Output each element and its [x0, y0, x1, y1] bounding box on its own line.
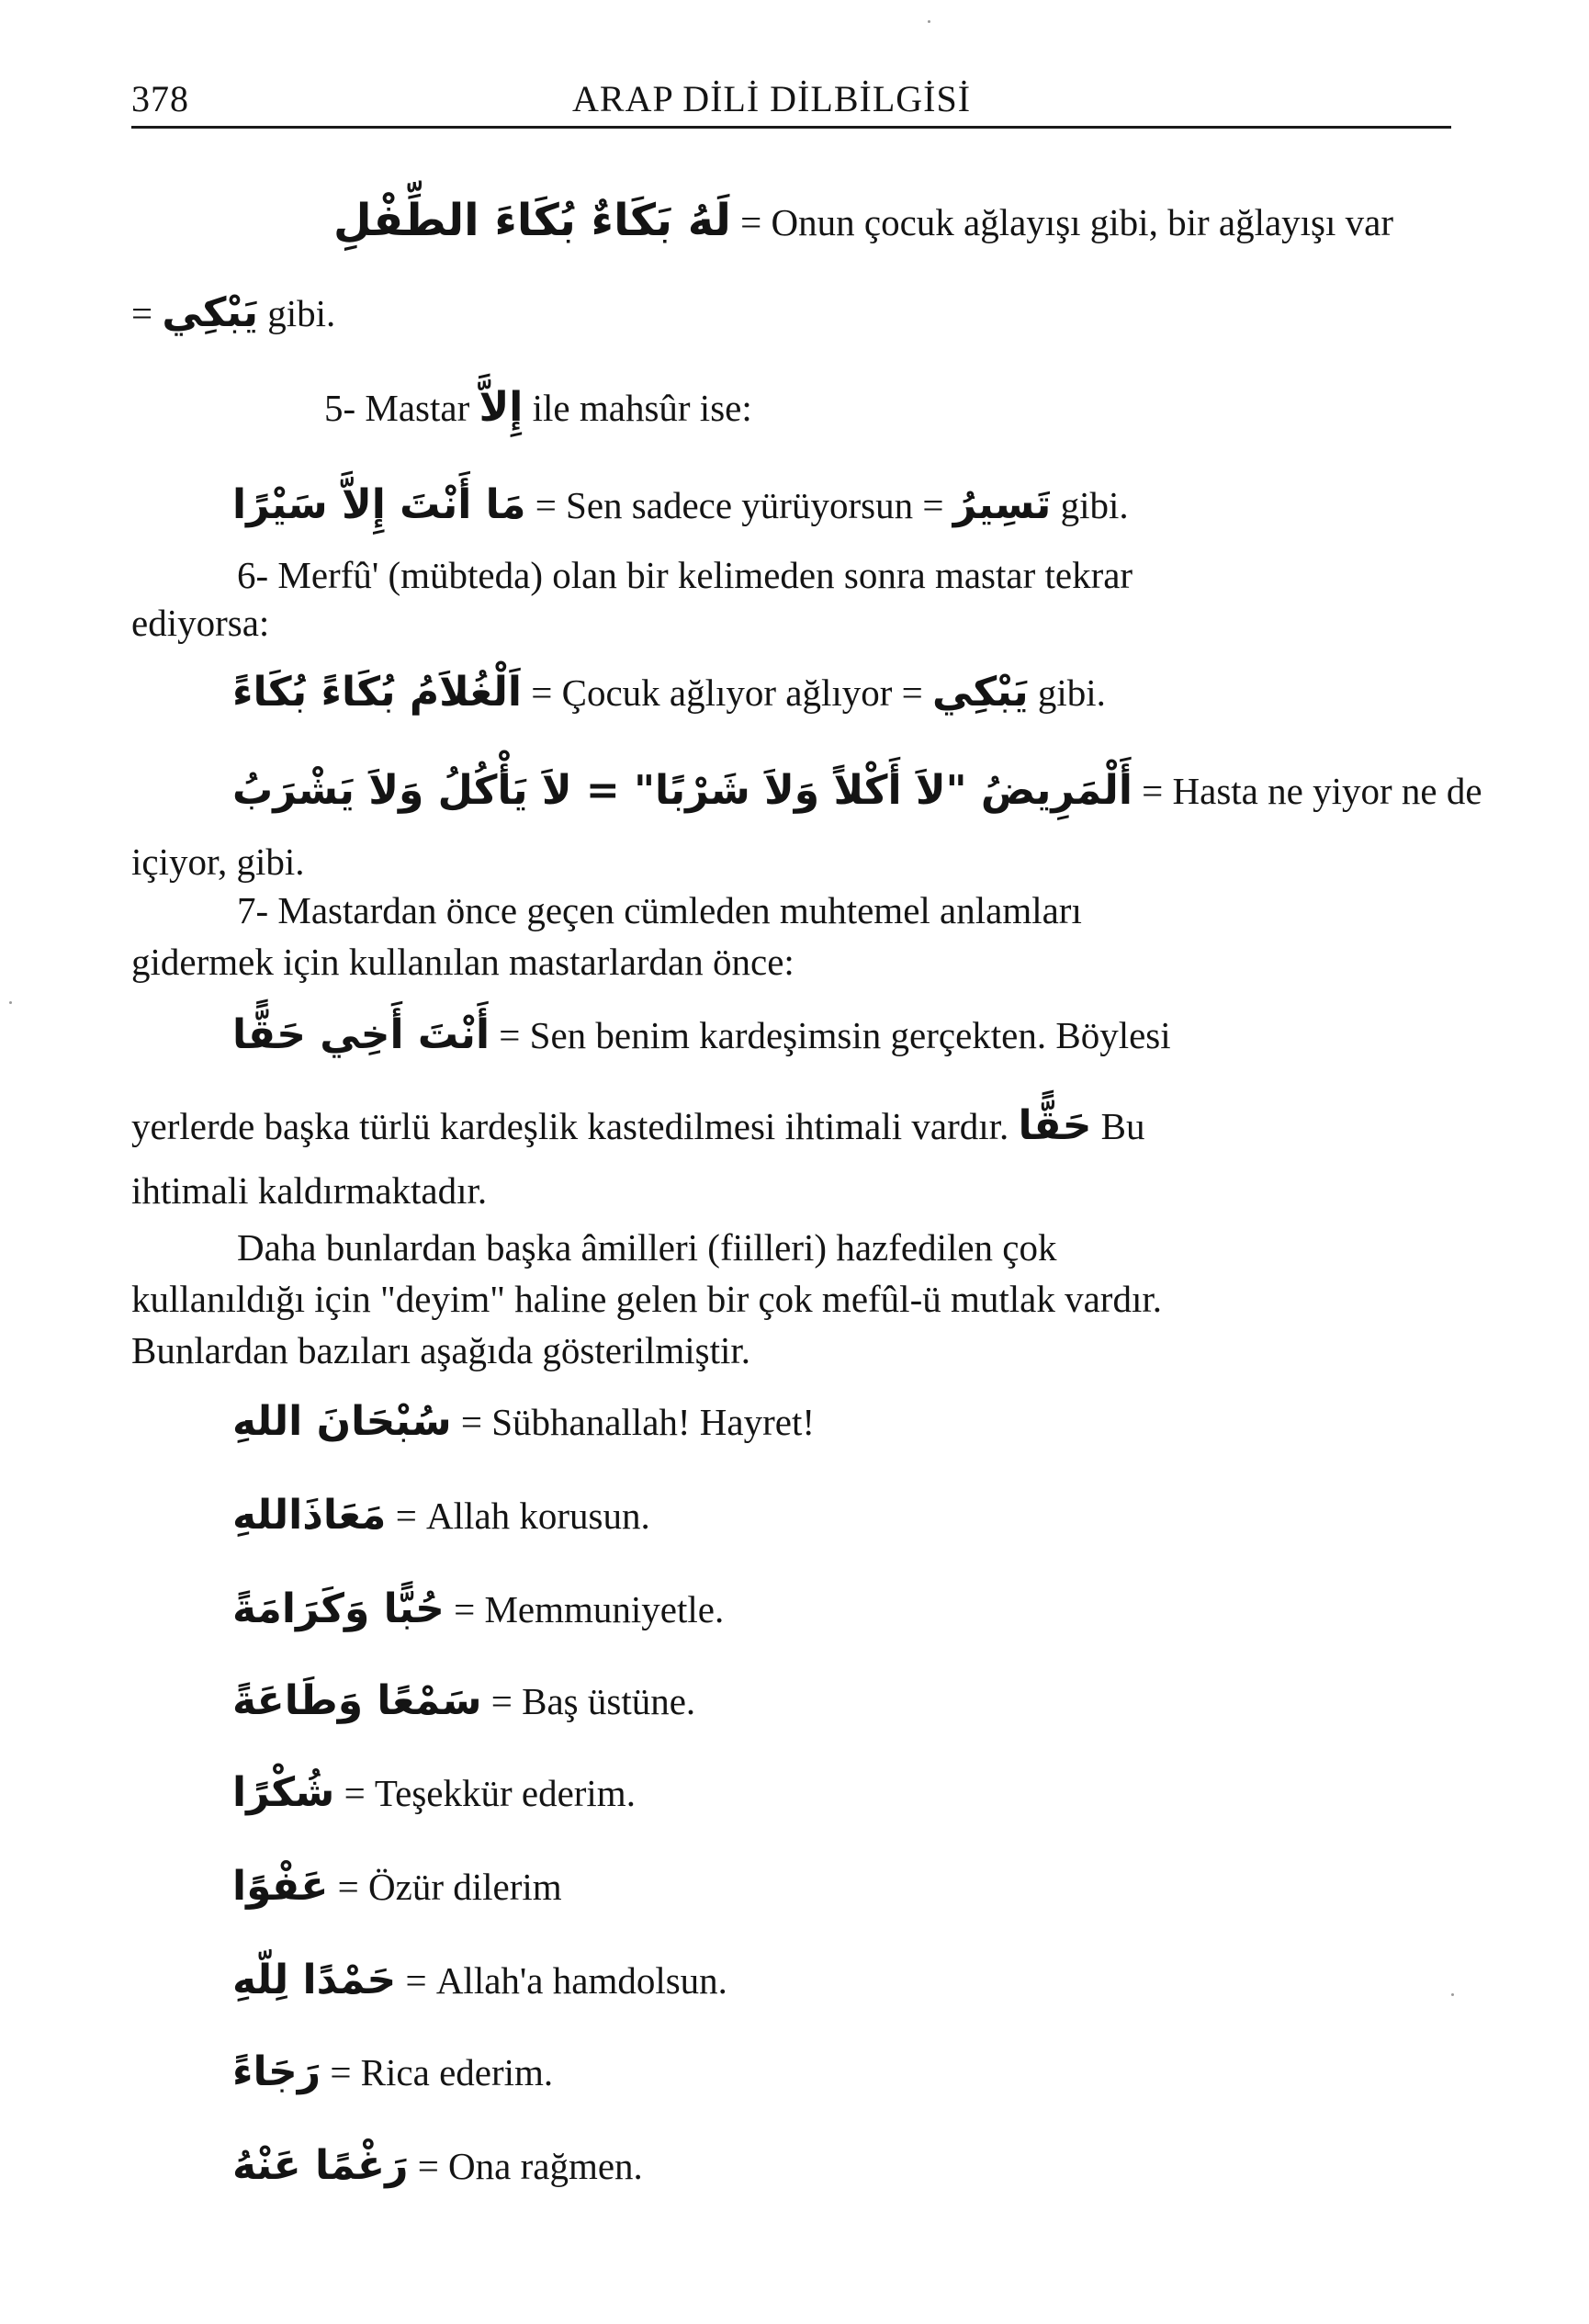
scan-speck [1451, 1993, 1454, 1996]
explanation-line-14 [131, 1167, 1451, 1214]
arabic-expression: سَمْعًا وَطَاعَةً [232, 1677, 482, 1724]
arabic-phrase: مَا أَنْتَ إِلاَّ سَيْرًا [232, 481, 526, 528]
paragraph-text: Daha bunlardan başka âmilleri (fiilleri) hazfedilen çok [237, 1226, 1057, 1269]
expression-row [131, 1957, 1451, 2004]
arabic-expression: سُبْحَانَ اللهِ [232, 1398, 452, 1445]
paragraph-text: Bunlardan bazıları aşağıda gösterilmiştir. [131, 1329, 751, 1371]
translation: = Hasta ne yiyor ne de [1142, 770, 1482, 812]
arabic-phrase: اَلْغُلاَمُ بُكَاءً بُكَاءً [232, 669, 522, 716]
paragraph-line-15 [131, 1224, 1451, 1271]
gloss: gibi. [1037, 671, 1106, 714]
rule-text: 6- Merfû' (mübteda) olan bir kelimeden sonra mastar tekrar [237, 554, 1133, 596]
arabic-expression: رَغْمًا عَنْهُ [232, 2142, 409, 2189]
header-rule [131, 126, 1451, 129]
rule-label: 5- Mastar [324, 387, 470, 429]
example-line-12 [131, 1011, 1451, 1059]
example-line-9 [131, 838, 1451, 886]
paragraph-line-16 [131, 1275, 1451, 1323]
expression-meaning: = Sübhanallah! Hayret! [460, 1401, 815, 1443]
equals-sign: = [131, 292, 153, 334]
translation: = Sen benim kardeşimsin gerçekten. Böylesi [499, 1014, 1171, 1056]
expression-row [131, 1769, 1451, 1817]
expression-meaning: = Özür dilerim [337, 1866, 562, 1908]
rule-6-continuation [131, 599, 1451, 647]
expression-meaning: = Memmuniyetle. [454, 1588, 725, 1630]
expression-row [131, 2142, 1451, 2190]
scan-speck [928, 20, 930, 23]
scan-speck [9, 1001, 12, 1004]
rule-7-continuation [131, 938, 1451, 986]
arabic-word: تَسِيرُ [952, 481, 1052, 528]
expression-meaning: = Ona rağmen. [417, 2145, 643, 2187]
rule-text: gidermek için kullanılan mastarlardan önce: [131, 941, 794, 983]
page-header [131, 64, 1451, 130]
expression-row [131, 1677, 1451, 1725]
translation: = Çocuk ağlıyor ağlıyor = [531, 671, 923, 714]
translation: = Onun çocuk ağlayışı gibi, bir ağlayışı var [740, 201, 1393, 243]
arabic-expression: حَمْدًا لِلّهِ [232, 1957, 397, 2003]
expression-row [131, 2048, 1451, 2096]
arabic-word: يَبْكِي [932, 669, 1029, 716]
expression-meaning: = Rica ederim. [330, 2051, 554, 2093]
expression-meaning: = Baş üstüne. [490, 1680, 696, 1722]
arabic-expression: عَفْوًا [232, 1863, 329, 1910]
example-line-7 [131, 669, 1451, 716]
example-line-4 [131, 481, 1451, 529]
rule-5-line [131, 384, 1451, 432]
arabic-expression: مَعَاذَاللهِ [232, 1492, 387, 1539]
explanation-text: Bu [1100, 1105, 1145, 1147]
rule-7-line [131, 886, 1451, 934]
arabic-word: يَبْكِي [162, 289, 258, 336]
translation: = Sen sadece yürüyorsun = [535, 484, 944, 526]
arabic-word: إِلاَّ [479, 384, 524, 431]
expression-meaning: = Teşekkür ederim. [344, 1772, 636, 1814]
arabic-phrase: أَنْتَ أَخِي حَقًّا [232, 1011, 490, 1058]
arabic-phrase: أَلْمَرِيضُ "لاَ أَكْلاً وَلاَ شَرْبًا" = لاَ يَأْكُلُ وَلاَ يَشْرَبُ [232, 767, 1133, 814]
rule-6-line [131, 551, 1451, 599]
translation-continuation: içiyor, gibi. [131, 840, 305, 883]
example-line-8 [131, 767, 1482, 815]
gloss: gibi. [1060, 484, 1129, 526]
expression-meaning: = Allah korusun. [395, 1495, 650, 1537]
example-line-1 [131, 197, 1451, 246]
arabic-word: حَقًّا [1018, 1102, 1092, 1149]
arabic-expression: شُكْرًا [232, 1769, 335, 1816]
explanation-text: yerlerde başka türlü kardeşlik kastedilmesi ihtimali vardır. [131, 1105, 1009, 1147]
example-line-2 [131, 289, 1451, 337]
page-number: 378 [131, 78, 189, 119]
paragraph-line-17 [131, 1326, 1451, 1374]
gloss: gibi. [267, 292, 336, 334]
arabic-expression: رَجَاءً [232, 2048, 321, 2095]
arabic-expression: حُبًّا وَكَرَامَةً [232, 1585, 445, 1632]
expression-row [131, 1492, 1451, 1540]
expression-row [131, 1398, 1451, 1446]
running-title: ARAP DİLİ DİLBİLGİSİ [572, 78, 972, 119]
explanation-line-13 [131, 1102, 1451, 1150]
explanation-text: ihtimali kaldırmaktadır. [131, 1169, 488, 1212]
rule-text: ediyorsa: [131, 602, 270, 644]
rule-text: 7- Mastardan önce geçen cümleden muhtemel anlamları [237, 889, 1082, 931]
expression-meaning: = Allah'a hamdolsun. [405, 1959, 727, 2002]
expression-row [131, 1863, 1451, 1911]
rule-text: ile mahsûr ise: [532, 387, 752, 429]
paragraph-text: kullanıldığı için "deyim" haline gelen bir çok mefûl-ü mutlak vardır. [131, 1278, 1162, 1320]
expression-row [131, 1585, 1451, 1633]
arabic-phrase: لَهُ بَكَاءٌ بُكَاءَ الطِّفْلِ [333, 195, 731, 246]
